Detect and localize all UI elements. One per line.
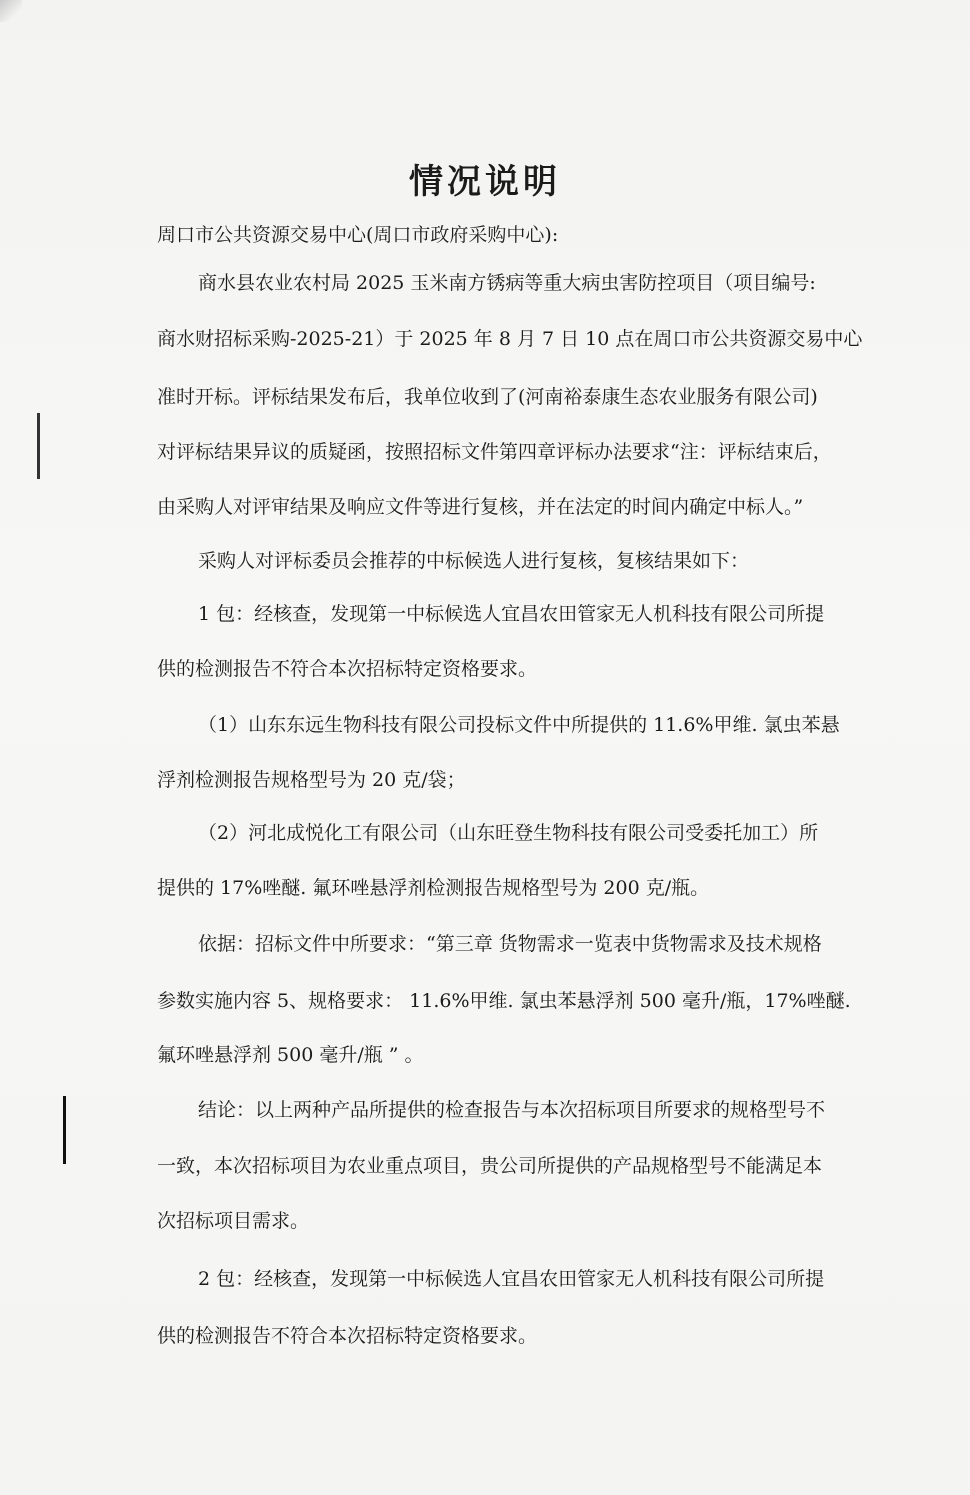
text-line: （1）山东东远生物科技有限公司投标文件中所提供的 11.6%甲维. 氯虫苯悬 <box>198 714 840 736</box>
text-line: 结论：以上两种产品所提供的检查报告与本次招标项目所要求的规格型号不 <box>198 1099 826 1121</box>
scan-corner-shadow <box>0 0 22 22</box>
text-line: 提供的 17%唑醚. 氟环唑悬浮剂检测报告规格型号为 200 克/瓶。 <box>157 877 710 899</box>
text-line: 依据：招标文件中所要求：“第三章 货物需求一览表中货物需求及技术规格 <box>198 933 822 955</box>
text-line: 参数实施内容 5、规格要求： 11.6%甲维. 氯虫苯悬浮剂 500 毫升/瓶，17%唑醚. <box>157 990 851 1012</box>
text-line: 一致，本次招标项目为农业重点项目，贵公司所提供的产品规格型号不能满足本 <box>157 1155 823 1177</box>
text-line: 供的检测报告不符合本次招标特定资格要求。 <box>157 658 538 680</box>
text-line: 1 包：经核查，发现第一中标候选人宜昌农田管家无人机科技有限公司所提 <box>198 603 825 625</box>
text-line: 2 包：经核查，发现第一中标候选人宜昌农田管家无人机科技有限公司所提 <box>198 1268 825 1290</box>
text-line: 对评标结果异议的质疑函，按照招标文件第四章评标办法要求“注：评标结束后， <box>157 441 832 463</box>
text-line: 由采购人对评审结果及响应文件等进行复核，并在法定的时间内确定中标人。” <box>157 496 804 518</box>
text-line: 采购人对评标委员会推荐的中标候选人进行复核，复核结果如下： <box>198 550 750 572</box>
text-line: 供的检测报告不符合本次招标特定资格要求。 <box>157 1325 538 1347</box>
text-line: 商水县农业农村局 2025 玉米南方锈病等重大病虫害防控项目（项目编号: <box>198 272 816 294</box>
document-title: 情况说明 <box>409 162 561 202</box>
text-line: 浮剂检测报告规格型号为 20 克/袋； <box>157 769 466 791</box>
text-line: （2）河北成悦化工有限公司（山东旺登生物科技有限公司受委托加工）所 <box>198 822 819 844</box>
scan-artifact-mark-lower <box>63 1096 66 1164</box>
text-line-addressee: 周口市公共资源交易中心(周口市政府采购中心): <box>157 224 559 246</box>
text-line: 商水财招标采购-2025-21）于 2025 年 8 月 7 日 10 点在周口市公共资源交易中心 <box>157 328 863 350</box>
scan-artifact-mark-upper <box>37 413 40 479</box>
text-line: 氟环唑悬浮剂 500 毫升/瓶 ” 。 <box>157 1044 424 1066</box>
text-line: 准时开标。评标结果发布后，我单位收到了(河南裕泰康生态农业服务有限公司) <box>157 386 818 408</box>
text-line: 次招标项目需求。 <box>157 1210 310 1232</box>
